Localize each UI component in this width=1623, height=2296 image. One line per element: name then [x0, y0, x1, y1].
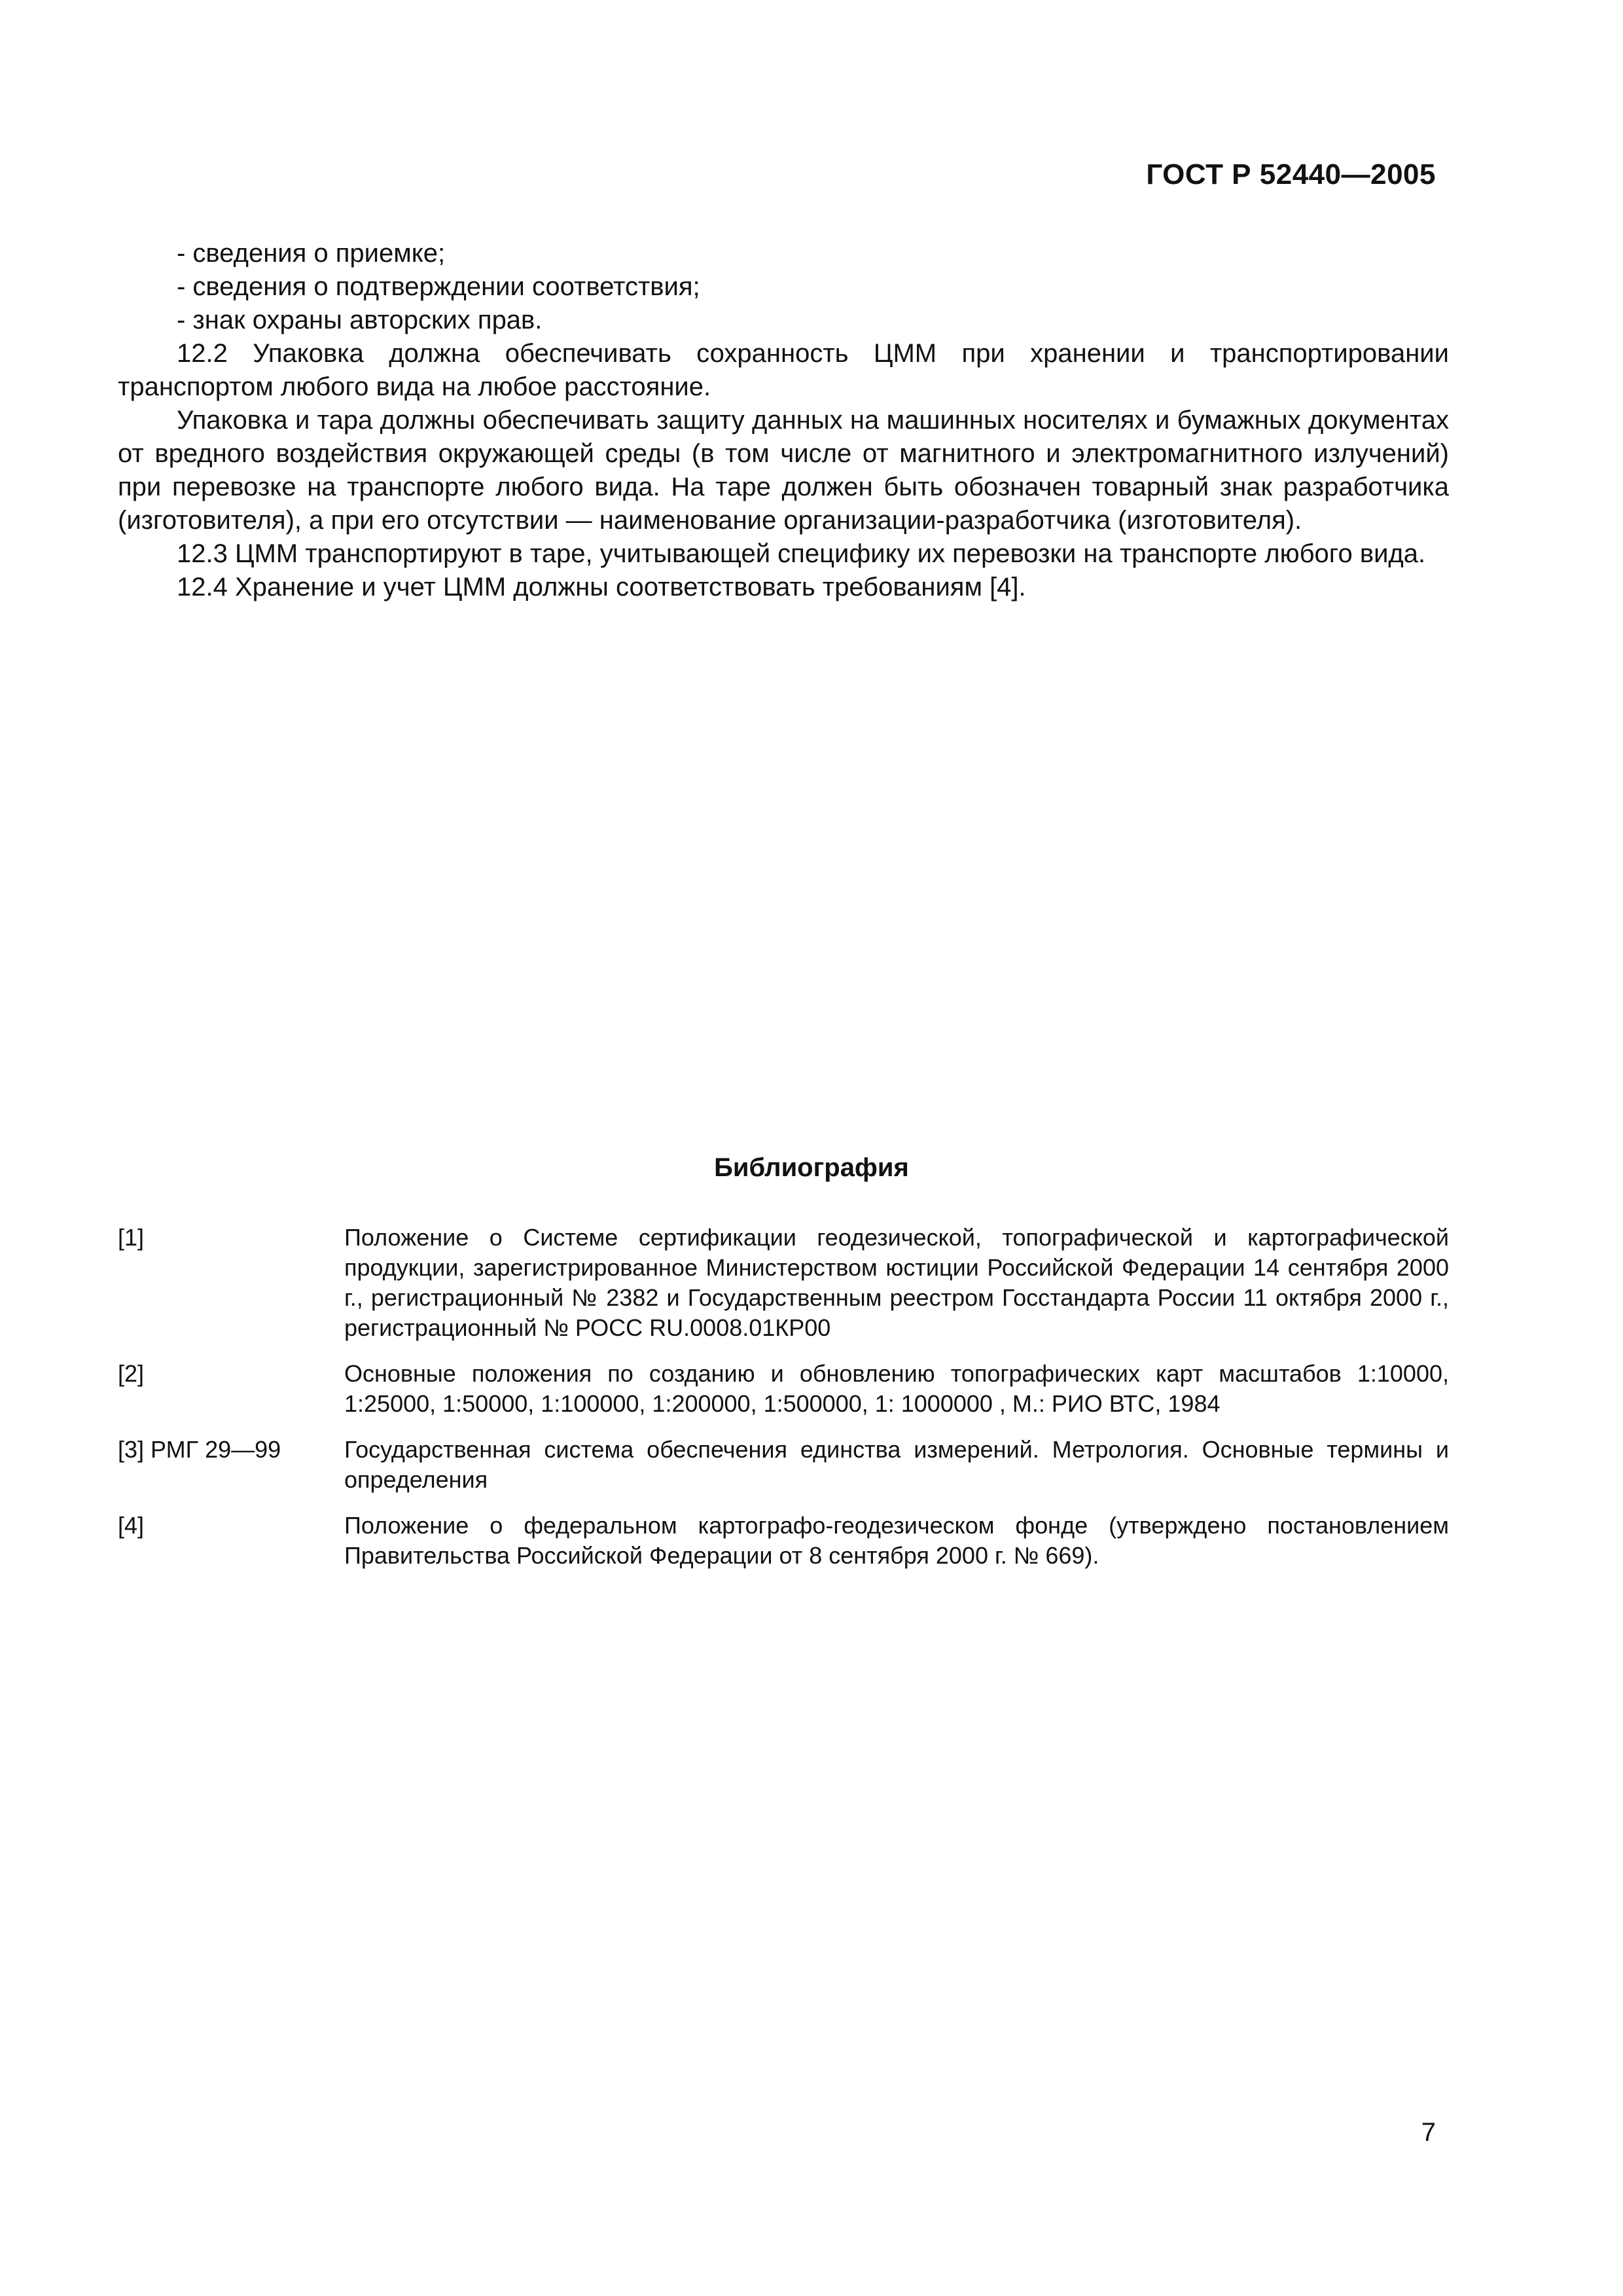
bibliography-text: Положение о Системе сертификации геодезической, топографической и картографической продукции, зарегистрированное Министерством юстиции Российской Федерации 14 сентября 2000 г., регистрационный № 2382 и Государственным реестром Госстандарта России 11 октября 2000 г., регистрационный № РОСС RU.0008.01КР00: [344, 1224, 1449, 1341]
bibliography-entry: [118, 1223, 1449, 1343]
bibliography-entry: [118, 1435, 1449, 1495]
bibliography-text: Положение о федеральном картографо-геодезическом фонде (утверждено постановлением Правительства Российской Федерации от 8 сентября 2000 г. № 669).: [344, 1512, 1449, 1569]
list-item-copyright: - знак охраны авторских прав.: [177, 306, 543, 334]
document-code-header: ГОСТ Р 52440—2005: [1146, 158, 1436, 190]
paragraph-12-2: 12.2 Упаковка должна обеспечивать сохранность ЦММ при хранении и транспортировании транспортом любого вида на любое расстояние.: [118, 339, 1449, 401]
bibliography-title: Библиография: [714, 1153, 909, 1182]
bibliography-key: [1]: [118, 1224, 145, 1251]
bibliography-entry: [118, 1511, 1449, 1571]
paragraph-12-4: 12.4 Хранение и учет ЦММ должны соответствовать требованиям [4].: [177, 573, 1026, 601]
bibliography-key: [2]: [118, 1360, 145, 1387]
bibliography-key: [4]: [118, 1512, 145, 1539]
list-item-conformity: - сведения о подтверждении соответствия;: [177, 272, 700, 301]
page-number: 7: [1421, 2118, 1436, 2147]
bibliography-list: [118, 1223, 1449, 1587]
paragraph-packaging: Упаковка и тара должны обеспечивать защиту данных на машинных носителях и бумажных документах от вредного воздействия окружающей среды (в том числе от магнитного и электромагнитного излучений) при перевозке на транспорте любого вида. На таре должен быть обозначен товарный знак разработчика (изготовителя), а при его отсутствии — наименование организации-разработчика (изготовителя).: [118, 406, 1449, 535]
list-item-acceptance: - сведения о приемке;: [177, 239, 446, 268]
paragraph-12-3: 12.3 ЦММ транспортируют в таре, учитывающей специфику их перевозки на транспорте любого вида.: [177, 539, 1426, 568]
bibliography-text: Государственная система обеспечения единства измерений. Метрология. Основные термины и определения: [344, 1436, 1449, 1493]
bibliography-key: [3] РМГ 29—99: [118, 1436, 281, 1463]
bibliography-text: Основные положения по созданию и обновлению топографических карт масштабов 1:10000, 1:25000, 1:50000, 1:100000, 1:200000, 1:500000, 1: 1000000 , М.: РИО ВТС, 1984: [344, 1360, 1449, 1417]
section-12-text: [118, 237, 1449, 604]
bibliography-entry: [118, 1359, 1449, 1419]
